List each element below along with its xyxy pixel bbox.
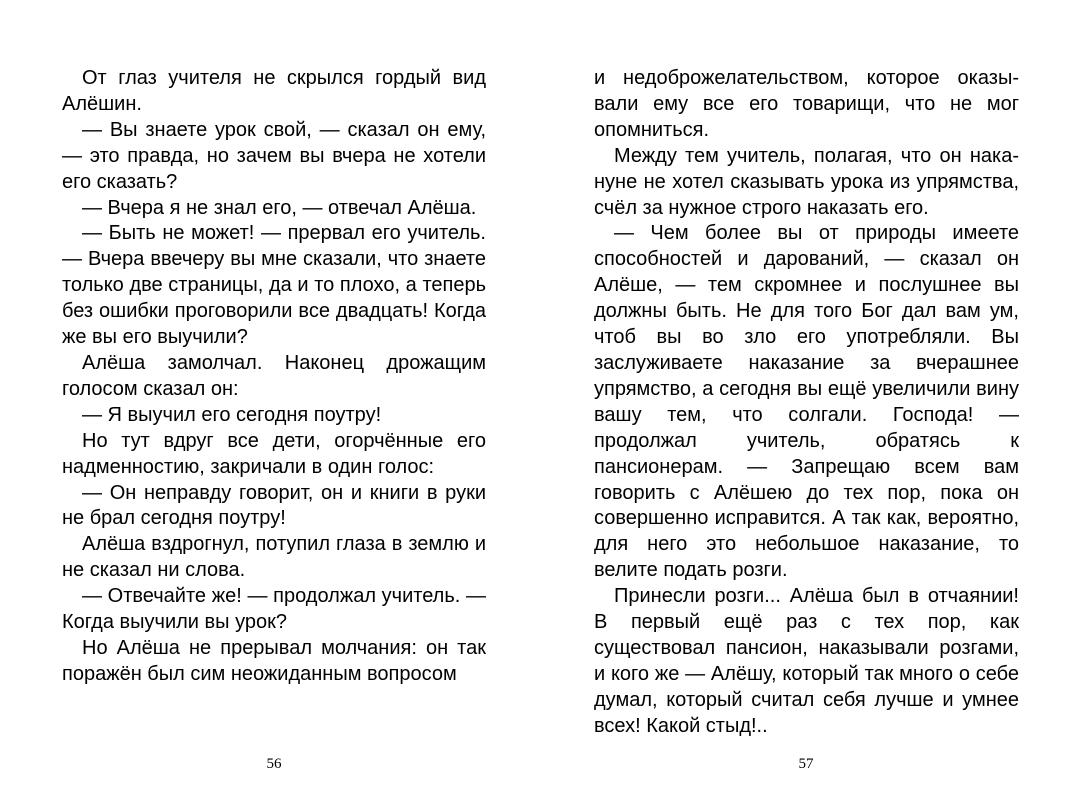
paragraph: Алёша замолчал. Наконец дрожащим голосом сказал он: [62,351,486,400]
paragraph: — Вы знаете урок свой, — сказал он ему, — это правда, но зачем вы вчера не хотели его сказать? [62,118,486,193]
paragraph: — Вчера я не знал его, — отвечал Алёша. [82,196,477,219]
paragraph-continued: и недоброжелательством, которое оказывали ему все его товарищи, что не мог опомниться. [594,67,1019,141]
left-page [62,66,486,688]
page-number-right: 57 [798,756,814,772]
page-number-left: 56 [266,756,282,772]
paragraph: От глаз учителя не скрылся гордый вид Алёшин. [62,67,486,115]
paragraph: Но Алёша не прерывал молчания: он так поражён был сим неожиданным вопросом [62,636,486,685]
paragraph: — Быть не может! — прервал его учитель. — Вчера ввечеру вы мне сказали, что знаете только две страницы, да и то плохо, а теперь без ошибки проговорили все двадцать! Когда же вы его выучили? [62,222,486,349]
paragraph: — Чем более вы от природы имеете способностей и дарований, — сказал он Алёше, — тем скромнее и послушнее вы должны быть. Не для того Бог дал вам ум, чтоб вы во зло его употребляли. Вы заслуживаете наказание за вчерашнее упрямство, а сегодня вы ещё увеличили вину вашу тем, что солгали. Господа! — продолжал учитель, обратясь к пансионерам. — Запрещаю всем вам говорить с Алёшею до тех пор, пока он совершенно исправится. А так как, вероятно, для него это небольшое наказание, то велите подать розги. [594,222,1019,582]
paragraph: — Отвечайте же! — продолжал учитель. — Когда выучили вы урок? [62,585,486,634]
paragraph: Между тем учитель, полагая, что он накануне не хотел сказывать урока из упрямства, счёл за нужное строго наказать его. [594,144,1019,219]
paragraph: Принесли розги... Алёша был в отчаянии! В первый ещё раз с тех пор, как существовал пансион, наказывали розгами, и кого же — Алёшу, который так много о себе думал, который считал себя лучше и умнее всех! Какой стыд!.. [594,585,1019,737]
paragraph: — Я выучил его сегодня поутру! [82,403,382,426]
paragraph: — Он неправду говорит, он и книги в руки не брал сегодня поутру! [62,481,486,530]
paragraph: Алёша вздрогнул, потупил глаза в землю и не сказал ни слова. [62,533,486,582]
paragraph: Но тут вдруг все дети, огорчённые его надменностию, закричали в один голос: [62,429,486,478]
right-page [594,66,1019,740]
